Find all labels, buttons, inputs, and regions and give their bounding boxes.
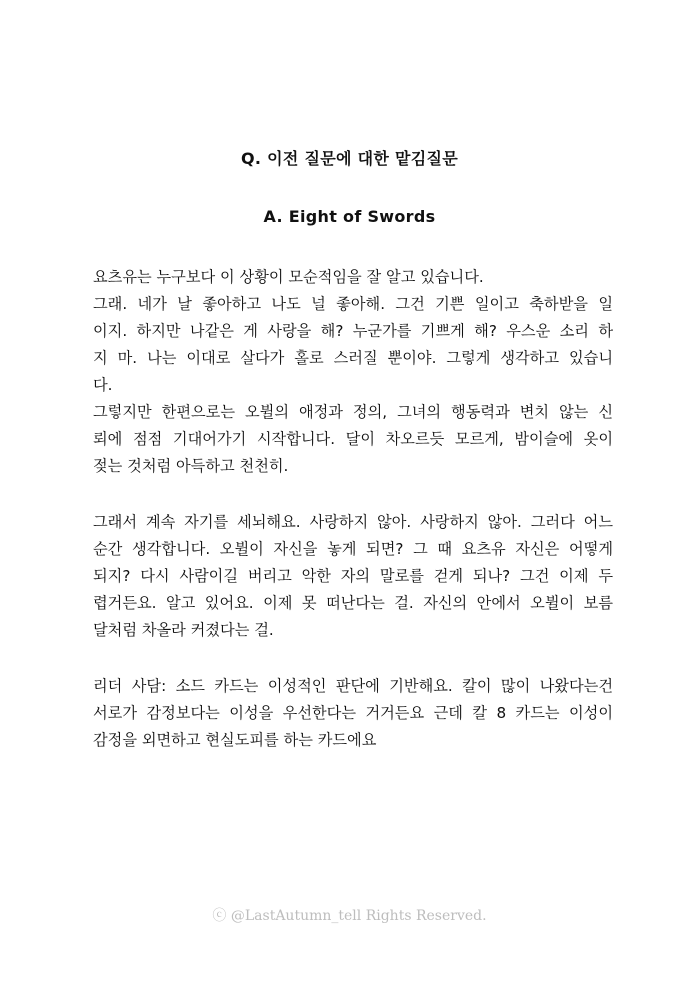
text-line: 순간 생각합니다. 오뷜이 자신을 놓게 되면? 그 때 요츠유 자신은 어떻게 <box>93 540 613 558</box>
text-line: 지 마. 나는 이대로 살다가 홀로 스러질 뿐이야. 그렇게 생각하고 있습니 <box>93 349 613 367</box>
text-line: 요츠유는 누구보다 이 상황이 모순적임을 잘 알고 있습니다. <box>93 268 484 286</box>
text-line: 다. <box>93 376 113 394</box>
paragraph-gap <box>93 644 613 673</box>
text-line: 젖는 것처럼 아득하고 천천히. <box>93 457 289 475</box>
text-line: 리더 사담: 소드 카드는 이성적인 판단에 기반해요. 칼이 많이 나왔다는건 <box>93 677 613 695</box>
paragraph-gap <box>93 480 613 509</box>
text-line: 서로가 감정보다는 이성을 우선한다는 거거든요 근데 칼 8 카드는 이성이 <box>93 704 613 722</box>
copyright-footer: ⓒ @LastAutumn_tell Rights Reserved. <box>212 908 487 924</box>
question-heading: Q. 이전 질문에 대한 맡김질문 <box>240 149 459 168</box>
body-text <box>93 264 613 754</box>
text-line: 감정을 외면하고 현실도피를 하는 카드에요 <box>93 731 377 749</box>
answer-heading: A. Eight of Swords <box>263 207 436 226</box>
text-line: 뢰에 점점 기대어가기 시작합니다. 달이 차오르듯 모르게, 밤이슬에 옷이 <box>93 430 613 448</box>
text-line: 달처럼 차올라 커졌다는 걸. <box>93 621 274 639</box>
paragraph <box>93 673 613 754</box>
text-line: 그렇지만 한편으로는 오뷜의 애정과 정의, 그녀의 행동력과 변치 않는 신 <box>93 403 613 421</box>
text-line: 이지. 하지만 나같은 게 사랑을 해? 누군가를 기쁘게 해? 우스운 소리 하 <box>93 322 613 340</box>
text-line: 그래. 네가 날 좋아하고 나도 널 좋아해. 그건 기쁜 일이고 축하받을 일 <box>93 295 613 313</box>
text-line: 렵거든요. 알고 있어요. 이제 못 떠난다는 걸. 자신의 안에서 오뷜이 보름 <box>93 594 613 612</box>
text-line: 되지? 다시 사람이길 버리고 악한 자의 말로를 걷게 되나? 그건 이제 두 <box>93 567 613 585</box>
paragraph <box>93 264 613 480</box>
paragraph <box>93 509 613 644</box>
text-line: 그래서 계속 자기를 세뇌해요. 사랑하지 않아. 사랑하지 않아. 그러다 어느 <box>93 513 613 531</box>
